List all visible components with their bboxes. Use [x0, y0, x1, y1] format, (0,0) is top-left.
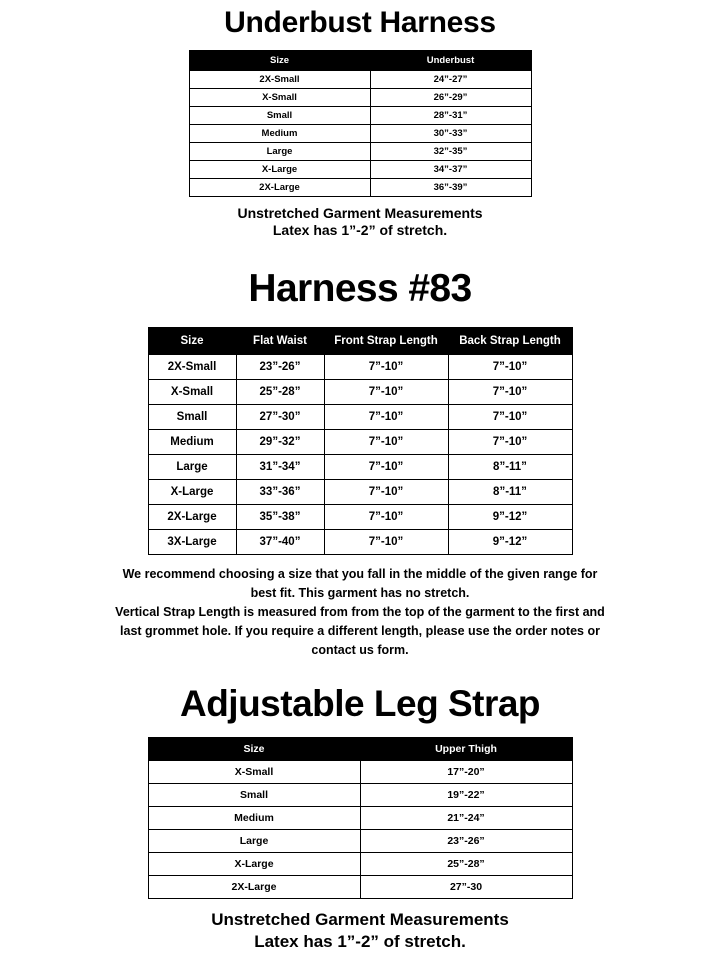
- cell-size: X-Small: [189, 89, 370, 107]
- cell-underbust: 28”-31”: [370, 107, 531, 125]
- table-wrapper-adjustable-leg-strap: [0, 737, 720, 899]
- section-title-harness-83: Harness #83: [248, 267, 472, 310]
- cell-flat-waist: 27”-30”: [236, 405, 324, 430]
- cell-size: Large: [189, 143, 370, 161]
- note-line-1: We recommend choosing a size that you fall in the middle of the given range for: [122, 567, 598, 581]
- note-underbust-harness: [0, 205, 720, 239]
- cell-flat-waist: 29”-32”: [236, 430, 324, 455]
- cell-back-strap-length: 8”-11”: [448, 480, 572, 505]
- cell-size: X-Large: [148, 480, 236, 505]
- cell-upper-thigh: 19”-22”: [360, 784, 572, 807]
- note-line-1: Unstretched Garment Measurements: [211, 910, 509, 929]
- table-header-row: [189, 51, 531, 71]
- note-adjustable-leg-strap: [0, 909, 720, 953]
- table-row: [148, 784, 572, 807]
- cell-underbust: 24”-27”: [370, 71, 531, 89]
- cell-flat-waist: 33”-36”: [236, 480, 324, 505]
- table-row: [148, 455, 572, 480]
- table-row: [148, 505, 572, 530]
- column-header-back-strap-length: Back Strap Length: [448, 328, 572, 355]
- note-harness-83: [90, 565, 630, 659]
- cell-upper-thigh: 23”-26”: [360, 830, 572, 853]
- column-header-front-strap-length: Front Strap Length: [324, 328, 448, 355]
- column-header-upper-thigh: Upper Thigh: [360, 738, 572, 761]
- note-line-3: Vertical Strap Length is measured from from the top of the garment to the first and: [115, 605, 605, 619]
- cell-size: Medium: [148, 430, 236, 455]
- cell-underbust: 32”-35”: [370, 143, 531, 161]
- column-header-size: Size: [148, 328, 236, 355]
- cell-size: Small: [148, 405, 236, 430]
- column-header-size: Size: [189, 51, 370, 71]
- cell-flat-waist: 35”-38”: [236, 505, 324, 530]
- section-harness-83: [0, 267, 720, 659]
- cell-underbust: 26”-29”: [370, 89, 531, 107]
- cell-front-strap-length: 7”-10”: [324, 505, 448, 530]
- size-table-adjustable-leg-strap: [148, 737, 573, 899]
- column-header-underbust: Underbust: [370, 51, 531, 71]
- cell-size: 3X-Large: [148, 530, 236, 555]
- cell-underbust: 30”-33”: [370, 125, 531, 143]
- section-title-adjustable-leg-strap: Adjustable Leg Strap: [179, 683, 541, 724]
- table-row: [189, 107, 531, 125]
- cell-size: 2X-Large: [148, 876, 360, 899]
- note-line-2: Latex has 1”-2” of stretch.: [254, 932, 466, 951]
- table-row: [148, 853, 572, 876]
- cell-size: Medium: [189, 125, 370, 143]
- cell-back-strap-length: 7”-10”: [448, 380, 572, 405]
- cell-back-strap-length: 8”-11”: [448, 455, 572, 480]
- size-chart-document: [0, 6, 720, 966]
- cell-upper-thigh: 21”-24”: [360, 807, 572, 830]
- cell-size: Small: [189, 107, 370, 125]
- cell-size: Small: [148, 784, 360, 807]
- table-row: [148, 761, 572, 784]
- cell-underbust: 36”-39”: [370, 179, 531, 197]
- table-row: [189, 161, 531, 179]
- cell-upper-thigh: 25”-28”: [360, 853, 572, 876]
- note-line-2: Latex has 1”-2” of stretch.: [272, 222, 448, 238]
- table-wrapper-harness-83: [0, 327, 720, 555]
- column-header-flat-waist: Flat Waist: [236, 328, 324, 355]
- size-table-harness-83: [148, 327, 573, 555]
- cell-flat-waist: 31”-34”: [236, 455, 324, 480]
- table-row: [148, 405, 572, 430]
- table-wrapper-underbust-harness: [0, 50, 720, 197]
- section-title-underbust-harness: Underbust Harness: [224, 6, 496, 39]
- section-underbust-harness: [0, 6, 720, 239]
- section-adjustable-leg-strap: [0, 683, 720, 953]
- cell-size: X-Small: [148, 380, 236, 405]
- cell-front-strap-length: 7”-10”: [324, 430, 448, 455]
- cell-upper-thigh: 27”-30: [360, 876, 572, 899]
- cell-size: 2X-Large: [189, 179, 370, 197]
- cell-back-strap-length: 9”-12”: [448, 505, 572, 530]
- note-line-5: contact us form.: [311, 643, 409, 657]
- table-row: [189, 143, 531, 161]
- cell-size: Large: [148, 455, 236, 480]
- cell-underbust: 34”-37”: [370, 161, 531, 179]
- cell-front-strap-length: 7”-10”: [324, 530, 448, 555]
- table-row: [148, 530, 572, 555]
- cell-size: 2X-Large: [148, 505, 236, 530]
- cell-size: X-Small: [148, 761, 360, 784]
- cell-front-strap-length: 7”-10”: [324, 455, 448, 480]
- cell-flat-waist: 23”-26”: [236, 355, 324, 380]
- note-line-2: best fit. This garment has no stretch.: [250, 586, 470, 600]
- table-row: [148, 876, 572, 899]
- table-row: [189, 89, 531, 107]
- table-row: [148, 380, 572, 405]
- cell-flat-waist: 25”-28”: [236, 380, 324, 405]
- cell-back-strap-length: 9”-12”: [448, 530, 572, 555]
- cell-size: 2X-Small: [189, 71, 370, 89]
- cell-size: X-Large: [189, 161, 370, 179]
- cell-size: X-Large: [148, 853, 360, 876]
- note-line-4: last grommet hole. If you require a different length, please use the order notes or: [120, 624, 600, 638]
- cell-size: Medium: [148, 807, 360, 830]
- note-line-1: Unstretched Garment Measurements: [237, 205, 483, 221]
- size-table-underbust-harness: [189, 50, 532, 197]
- cell-front-strap-length: 7”-10”: [324, 405, 448, 430]
- cell-back-strap-length: 7”-10”: [448, 430, 572, 455]
- cell-flat-waist: 37”-40”: [236, 530, 324, 555]
- table-row: [148, 355, 572, 380]
- table-row: [148, 807, 572, 830]
- cell-front-strap-length: 7”-10”: [324, 380, 448, 405]
- cell-front-strap-length: 7”-10”: [324, 355, 448, 380]
- cell-front-strap-length: 7”-10”: [324, 480, 448, 505]
- table-header-row: [148, 738, 572, 761]
- table-row: [148, 480, 572, 505]
- table-row: [148, 830, 572, 853]
- cell-back-strap-length: 7”-10”: [448, 405, 572, 430]
- cell-size: Large: [148, 830, 360, 853]
- cell-size: 2X-Small: [148, 355, 236, 380]
- table-header-row: [148, 328, 572, 355]
- table-row: [189, 71, 531, 89]
- table-row: [189, 179, 531, 197]
- column-header-size: Size: [148, 738, 360, 761]
- table-row: [148, 430, 572, 455]
- cell-back-strap-length: 7”-10”: [448, 355, 572, 380]
- table-row: [189, 125, 531, 143]
- cell-upper-thigh: 17”-20”: [360, 761, 572, 784]
